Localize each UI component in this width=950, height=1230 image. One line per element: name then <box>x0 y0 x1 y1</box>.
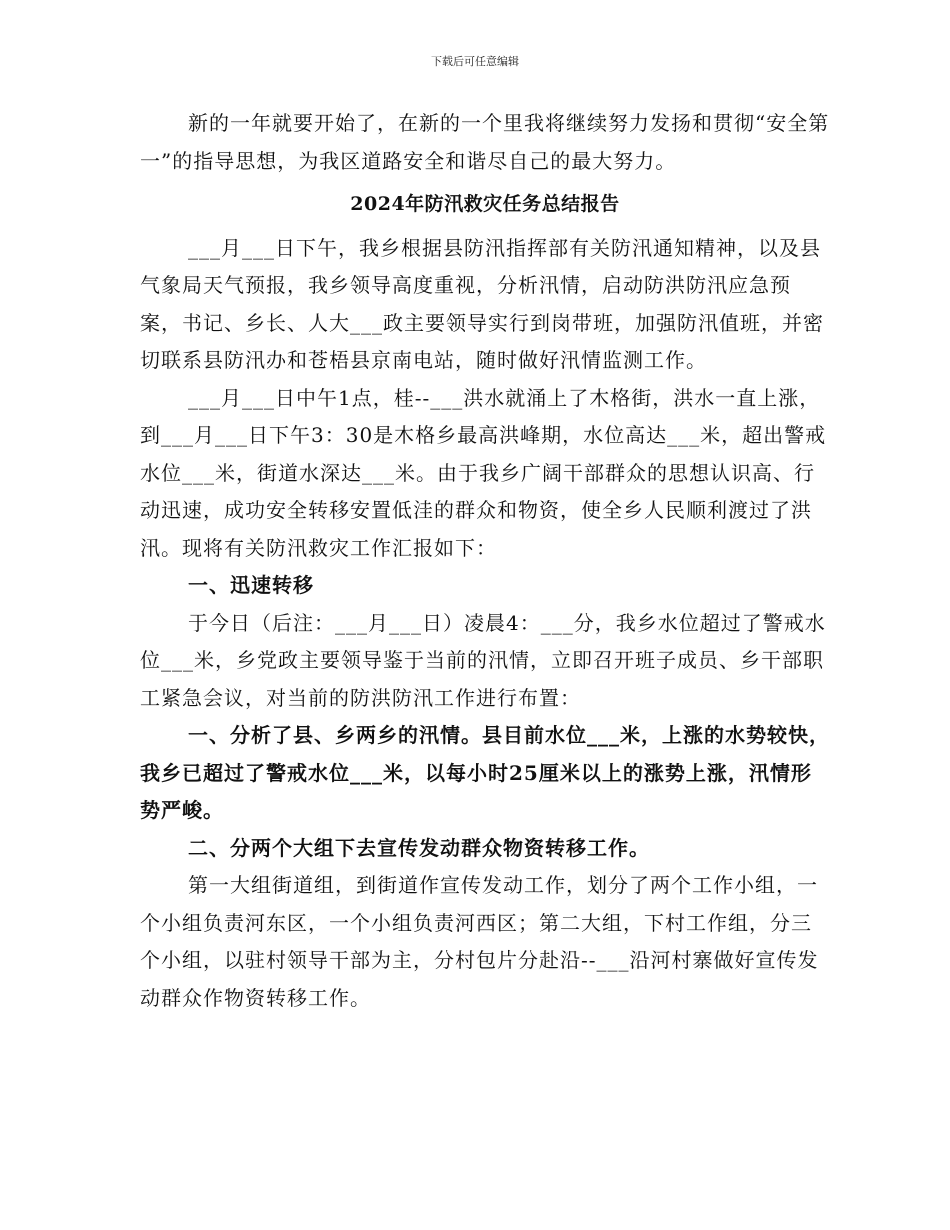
paragraph-closing: 新的一年就要开始了，在新的一个里我将继续努力发扬和贯彻“安全第一”的指导思想，为我区道路安全和谐尽自己的最大努力。 <box>140 111 830 173</box>
page-header: 下载后可任意编辑 <box>431 55 519 68</box>
paragraph-flood-situation: ___月___日中午1点，桂--___洪水就涌上了木格街，洪水一直上涨，到___月___日下午3：30是木格乡最高洪峰期，水位高达___米，超出警戒水位___米，街道水深达___米。由于我乡广阔干部群众的思想认识高、行动迅速，成功安全转移安置低洼的群众和物资，使全乡人民顺利渡过了洪汛。现将有关防汛救灾工作汇报如下： <box>140 385 827 560</box>
paragraph-groups: 二、分两个大组下去宣传发动群众物资转移工作。 <box>188 835 650 860</box>
section-heading-transfer: 一、迅速转移 <box>188 573 314 597</box>
paragraph-group-details: 第一大组街道组，到街道作宣传发动工作，划分了两个工作小组，一个小组负责河东区，一个小组负责河西区；第二大组，下村工作组，分三个小组，以驻村领导干部为主，分村包片分赴沿--___沿河村寨做好宣传发动群众作物资转移工作。 <box>140 873 819 1010</box>
document-title: 2024年防汛救灾任务总结报告 <box>350 193 620 215</box>
paragraph-meeting: 于今日（后注：___月___日）凌晨4：___分，我乡水位超过了警戒水位___米，乡党政主要领导鉴于当前的汛情，立即召开班子成员、乡干部职工紧急会议，对当前的防洪防汛工作进行布置： <box>140 610 826 710</box>
paragraph-intro: ___月___日下午，我乡根据县防汛指挥部有关防汛通知精神，以及县气象局天气预报，我乡领导高度重视，分析汛情，启动防洪防汛应急预案，书记、乡长、人大___政主要领导实行到岗带班，加强防汛值班，并密切联系县防汛办和苍梧县京南电站，随时做好汛情监测工作。 <box>140 235 824 372</box>
paragraph-analysis: 一、分析了县、乡两乡的汛情。县目前水位___米，上涨的水势较快，我乡已超过了警戒水位___米，以每小时25厘米以上的涨势上涨，汛情形势严峻。 <box>140 723 830 822</box>
document-body <box>140 105 830 1017</box>
